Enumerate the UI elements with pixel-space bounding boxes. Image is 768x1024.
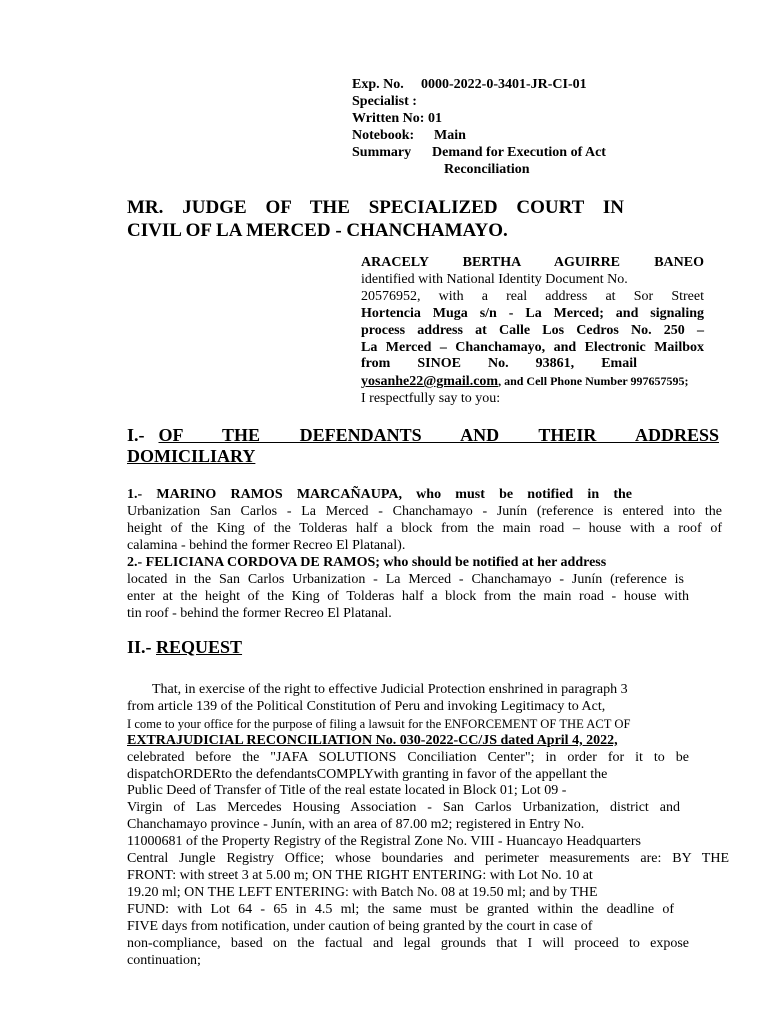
request-line: continuation; [127, 952, 201, 968]
applicant-line: process address at Calle Los Cedros No. 250 – [361, 322, 704, 338]
request-line: FUND: with Lot 64 - 65 in 4.5 ml; the same must be granted within the deadline of [127, 901, 674, 917]
notebook-row [352, 127, 530, 144]
applicant-contact [361, 373, 704, 391]
request-line: FIVE days from notification, under caution of being granted by the court in case of [127, 918, 593, 934]
applicant-closing: I respectfully say to you: [361, 391, 501, 407]
applicant-line: from SINOE No. 93861, Email [361, 356, 637, 372]
section-2-title: REQUEST [156, 637, 243, 657]
request-line: Public Deed of Transfer of Title of the real estate located in Block 01; Lot 09 - [127, 783, 567, 799]
request-line: from article 139 of the Political Constitution of Peru and invoking Legitimacy to Act, [127, 698, 606, 714]
defendant-1-line: Urbanization San Carlos - La Merced - Chanchamayo - Junín (reference is entered into the [127, 504, 722, 519]
section-1-title-row [127, 425, 719, 446]
section-1-title: OF THE DEFENDANTS AND THEIR ADDRESS [158, 425, 719, 445]
applicant-line: 20576952, with a real address at Sor Street [361, 288, 704, 304]
request-line: 19.20 ml; ON THE LEFT ENTERING: with Batch No. 08 at 19.50 ml; and by THE [127, 884, 598, 900]
section-request-heading [127, 637, 264, 658]
defendant-2-line: located in the San Carlos Urbanization - La Merced - Chanchamayo - Junín (reference is [127, 572, 684, 587]
exp-value: 0000-2022-0-3401-JR-CI-01 [421, 77, 587, 92]
applicant-block [361, 255, 704, 408]
request-line: Virgin of Las Mercedes Housing Association - San Carlos Urbanization, district and [127, 800, 680, 816]
section-2-number: II.- [127, 637, 152, 657]
summary-row [352, 144, 606, 161]
section-1-title-cont: DOMICILIARY [127, 446, 256, 466]
court-line-1: MR. JUDGE OF THE SPECIALIZED COURT IN [127, 197, 624, 218]
phone-text: , and Cell Phone Number 997657595; [498, 374, 689, 389]
request-line-emphasis: EXTRAJUDICIAL RECONCILIATION No. 030-2022-CC/JS dated April 4, 2022, [127, 732, 618, 748]
written-row: Written No: 01 [352, 111, 442, 126]
defendants-list [127, 486, 722, 622]
section-1-number: I.- [127, 425, 145, 445]
applicant-line: Hortencia Muga s/n - La Merced; and signaling [361, 305, 704, 321]
request-line: That, in exercise of the right to effective Judicial Protection enshrined in paragraph 3 [152, 682, 628, 697]
defendant-1-line: calamina - behind the former Recreo El Platanal). [127, 538, 406, 553]
request-line: non-compliance, based on the factual and legal grounds that I will proceed to expose [127, 935, 689, 951]
defendant-2-heading: 2.- FELICIANA CORDOVA DE RAMOS; who should be notified at her address [127, 555, 607, 570]
defendant-2-line: enter at the height of the King of Tolderas half a block from the main road - house with [127, 589, 689, 604]
request-line: Central Jungle Registry Office; whose boundaries and perimeter measurements are: BY THE [127, 851, 729, 867]
court-line-2: CIVIL OF LA MERCED - CHANCHAMAYO. [127, 220, 508, 241]
section-defendants-heading [127, 425, 719, 467]
applicant-line: identified with National Identity Document No. [361, 271, 628, 287]
applicant-line: La Merced – Chanchamayo, and Electronic Mailbox [361, 339, 704, 355]
case-info [352, 76, 606, 178]
defendant-1-heading: 1.- MARINO RAMOS MARCAÑAUPA, who must be notified in the [127, 487, 632, 502]
summary-value: Demand for Execution of Act [432, 145, 606, 160]
applicant-name: ARACELY BERTHA AGUIRRE BANEO [361, 255, 704, 270]
request-body [127, 682, 729, 969]
defendant-2-line: tin roof - behind the former Recreo El Platanal. [127, 606, 392, 621]
request-line: FRONT: with street 3 at 5.00 m; ON THE RIGHT ENTERING: with Lot No. 10 at [127, 867, 593, 883]
summary-value-cont: Reconciliation [444, 162, 530, 177]
defendant-1-line: height of the King of the Tolderas half a block from the main road – house with a roof of [127, 521, 722, 536]
exp-label: Exp. No. [352, 77, 404, 92]
request-line: celebrated before the "JAFA SOLUTIONS Conciliation Center"; in order for it to be [127, 749, 689, 765]
request-line: dispatchORDERto the defendantsCOMPLYwith granting in favor of the appellant the [127, 766, 608, 782]
request-line: 11000681 of the Property Registry of the Registral Zone No. VIII - Huancayo Headquarters [127, 834, 641, 850]
email-link[interactable]: yosanhe22@gmail.com [361, 374, 499, 390]
request-line: Chanchamayo province - Junín, with an area of 87.00 m2; registered in Entry No. [127, 817, 585, 833]
exp-row [352, 76, 587, 93]
notebook-value: Main [434, 128, 466, 143]
request-line: I come to your office for the purpose of filing a lawsuit for the ENFORCEMENT OF THE ACT OF [127, 716, 631, 731]
summary-label: Summary [352, 145, 412, 160]
court-addressee [127, 196, 624, 242]
notebook-label: Notebook: [352, 128, 415, 143]
specialist-row: Specialist : [352, 94, 417, 109]
